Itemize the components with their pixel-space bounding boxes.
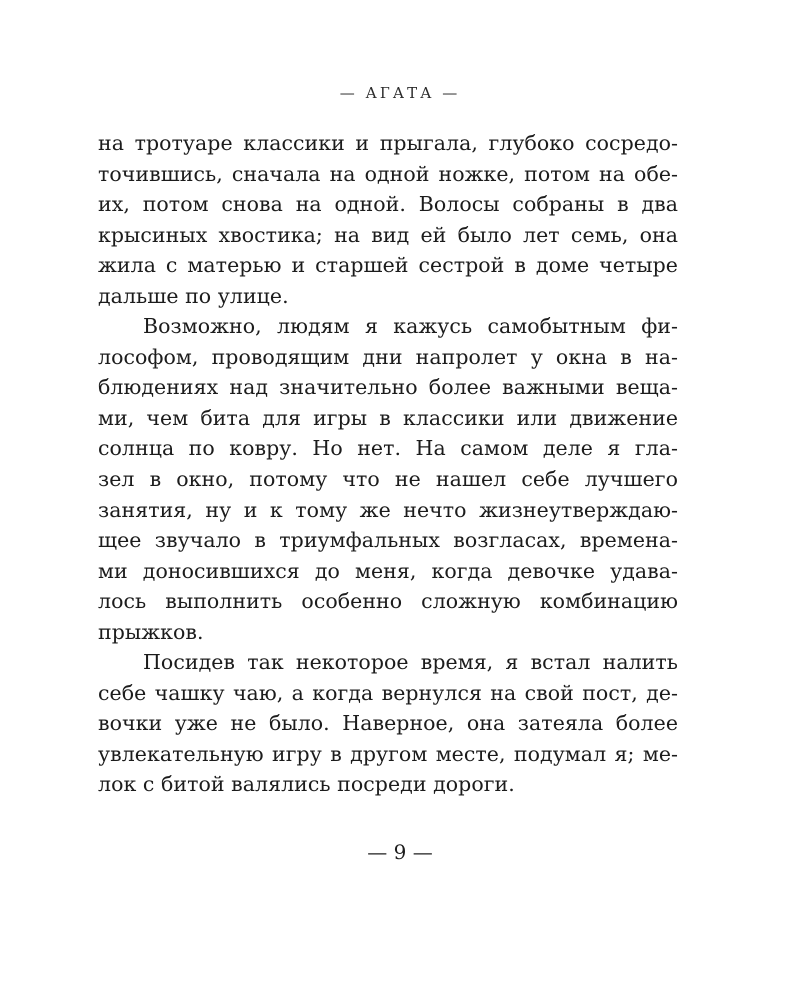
text-line: Посидев так некоторое время, я встал налить — [143, 650, 678, 675]
text-line: крысиных хвостика; на вид ей было лет семь, она — [98, 222, 678, 247]
paragraph — [98, 647, 678, 800]
text-line: лось выполнить особенно сложную комбинацию — [98, 589, 678, 614]
text-line: лософом, проводящим дни напролет у окна в на- — [98, 344, 678, 369]
text-line: занятия, ну и к тому же нечто жизнеутверждаю- — [98, 497, 678, 522]
text-line: ми доносившихся до меня, когда девочке удава- — [98, 558, 678, 583]
text-line: точившись, сначала на одной ножке, потом на обе- — [98, 161, 678, 186]
page-body — [98, 128, 678, 800]
text-line: ми, чем бита для игры в классики или движение — [98, 405, 678, 430]
text-line: их, потом снова на одной. Волосы собраны в два — [98, 192, 678, 217]
paragraph — [98, 128, 678, 311]
paragraph — [98, 311, 678, 647]
text-line: щее звучало в триумфальных возгласах, времена- — [98, 528, 678, 553]
text-line: себе чашку чаю, а когда вернулся на свой пост, де- — [98, 680, 678, 705]
text-line: солнца по ковру. Но нет. На самом деле я гла- — [98, 436, 678, 461]
text-line: на тротуаре классики и прыгала, глубоко сосредо- — [98, 131, 678, 155]
text-line: лок с битой валялись посреди дороги. — [98, 772, 515, 797]
text-line: зел в окно, потому что не нашел себе лучшего — [98, 467, 678, 492]
text-line: вочки уже не было. Наверное, она затеяла более — [98, 711, 678, 736]
text-line: прыжков. — [98, 619, 204, 644]
text-line: жила с матерью и старшей сестрой в доме четыре — [98, 253, 678, 278]
text-line: блюдениях над значительно более важными веща- — [98, 375, 678, 400]
text-line: увлекательную игру в другом месте, подумал я; ме- — [98, 741, 678, 766]
text-line: Возможно, людям я кажусь самобытным фи- — [143, 314, 678, 339]
text-line: дальше по улице. — [98, 283, 289, 308]
page-number: — 9 — — [367, 840, 433, 864]
running-header: — АГАТА — — [339, 84, 461, 102]
